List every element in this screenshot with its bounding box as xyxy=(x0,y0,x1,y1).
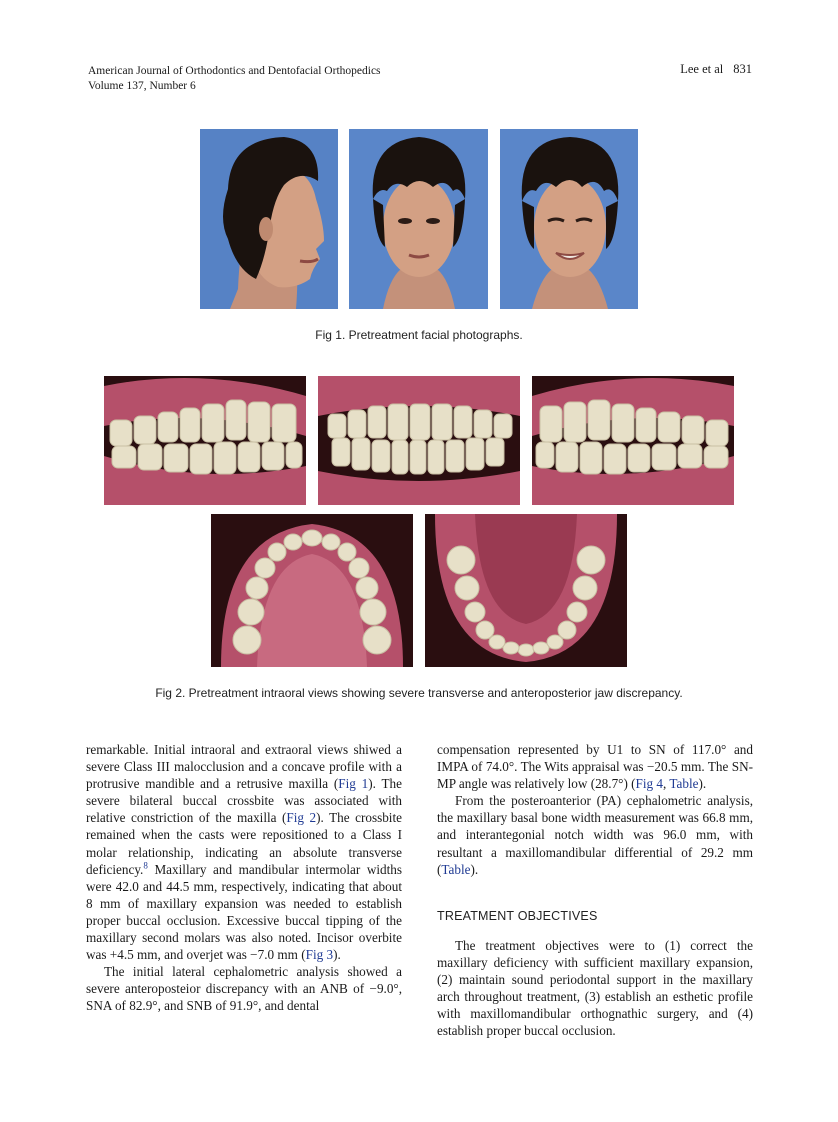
figure-link[interactable]: Fig 2 xyxy=(286,810,317,826)
intraoral-photo-maxillary-occlusal xyxy=(211,514,413,667)
figure-link[interactable]: Fig 1 xyxy=(338,776,369,792)
journal-title: American Journal of Orthodontics and Dentofacial Orthopedics xyxy=(88,65,381,77)
paragraph: From the posteroanterior (PA) cephalometric analysis, the maxillary basal bone width measurement was 66.8 mm, and interantegonial notch width was 96.0 mm, with resultant a maxillomandibular differential of 29.2 mm (Table). xyxy=(437,793,753,877)
table-link[interactable]: Table xyxy=(441,861,471,877)
figure-link[interactable]: Fig 4 xyxy=(635,776,664,792)
facial-photo-smile xyxy=(500,129,638,309)
reference-citation[interactable]: 8 xyxy=(143,860,148,871)
body-column-right xyxy=(437,741,753,1039)
intraoral-photo-mandibular-occlusal xyxy=(425,514,627,667)
running-header xyxy=(88,64,381,94)
paragraph: The treatment objectives were to (1) correct the maxillary deficiency with sufficient maxillary expansion, (2) maintain sound periodontal support in the maxillary arch throughout treatment, (3) establish an esthetic profile with maxillomandibular orthognathic surgery, and (4) establish proper buccal occlusion. xyxy=(437,937,753,1039)
figure-2-caption: Fig 2. Pretreatment intraoral views showing severe transverse and anteroposterior jaw discrepancy. xyxy=(155,686,683,700)
intraoral-photo-right-buccal xyxy=(104,376,306,505)
paragraph: compensation represented by U1 to SN of 117.0° and IMPA of 74.0°. The Wits appraisal was −20.5 mm. The SN-MP angle was relatively low (28.7°) (Fig 4, Table). xyxy=(437,742,753,792)
figure-link[interactable]: Fig 3 xyxy=(305,947,334,963)
author-running-head: Lee et al xyxy=(680,62,724,76)
page-number: 831 xyxy=(733,62,752,76)
table-link[interactable]: Table xyxy=(669,776,699,792)
section-heading: TREATMENT OBJECTIVES xyxy=(437,908,598,923)
paragraph: The initial lateral cephalometric analysis showed a severe anteroposteior discrepancy with an ANB of −9.0°, SNA of 82.9°, and SNB of 91.9°, and dental xyxy=(86,964,402,1014)
facial-photo-frontal xyxy=(349,129,488,309)
intraoral-photo-frontal xyxy=(318,376,520,505)
paragraph: remarkable. Initial intraoral and extraoral views shiwed a severe Class III malocclusion and a concave profile with a protrusive mandible and a retrusive maxilla (Fig 1). The severe bilateral buccal crossbite was associated with relative constriction of the maxilla (Fig 2). The crossbite remained when the casts were repositioned to a Class I molar relationship, indicating an absolute transverse deficiency.$^8$ Maxillary and mandibular intermolar widths were 42.0 and 44.5 mm, respectively, indicating that about 8 mm of maxillary expansion was needed to establish proper buccal occlusion. Excessive buccal tipping of the maxillary second molars was also noted. Incisor overbite was +4.5 mm, and overjet was −7.0 mm (Fig 3). xyxy=(86,742,402,963)
facial-photo-profile xyxy=(200,129,338,309)
body-column-left xyxy=(86,741,402,1015)
intraoral-photo-left-buccal xyxy=(532,376,734,505)
figure-1-caption: Fig 1. Pretreatment facial photographs. xyxy=(315,328,523,342)
page-header-right xyxy=(680,62,752,77)
journal-volume: Volume 137, Number 6 xyxy=(88,80,196,92)
